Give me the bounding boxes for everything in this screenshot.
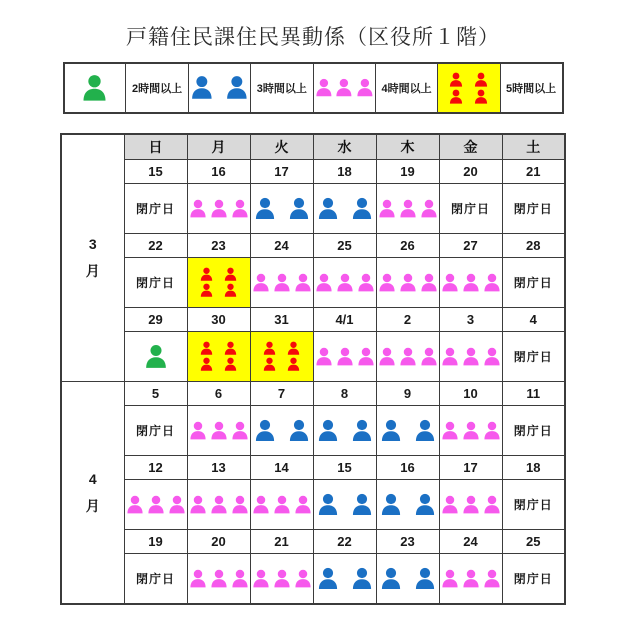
person-icon [199, 267, 214, 282]
crowd-icon-group-level-3 [314, 273, 376, 293]
closed-day-cell: 閉庁日 [502, 554, 565, 605]
person-icon [419, 347, 439, 367]
person-icon [286, 357, 301, 372]
date-cell-26: 26 [376, 234, 439, 258]
crowd-icon-group-level-3 [314, 347, 376, 367]
person-icon [253, 197, 277, 221]
wait-level-2-cell [250, 406, 313, 456]
person-icon [314, 347, 334, 367]
person-icon [482, 495, 502, 515]
closed-day-cell: 閉庁日 [439, 184, 502, 234]
icon-row [199, 357, 238, 372]
month-label: 4月 [85, 470, 100, 514]
wait-level-4-cell [250, 332, 313, 382]
crowd-icon-group-level-3 [440, 273, 502, 293]
person-icon [440, 273, 460, 293]
date-cell-10: 10 [439, 382, 502, 406]
person-icon [293, 495, 313, 515]
crowd-icon-group-level-2 [377, 419, 439, 443]
wait-level-3-cell [376, 258, 439, 308]
date-cell-2: 2 [376, 308, 439, 332]
crowd-icon-group-level-3 [125, 495, 187, 515]
person-icon [413, 493, 437, 517]
date-cell-28: 28 [502, 234, 565, 258]
wait-level-3-cell [187, 406, 250, 456]
person-icon [398, 273, 418, 293]
wait-level-2-cell [313, 406, 376, 456]
person-icon [398, 199, 418, 219]
person-icon [355, 78, 375, 98]
day-header-0: 日 [124, 134, 187, 160]
crowd-icon-group-level-2 [314, 567, 376, 591]
crowd-icon-group-level-2 [251, 419, 313, 443]
wait-level-2-cell [250, 184, 313, 234]
crowd-icon-group-level-3 [188, 199, 250, 219]
person-icon [356, 347, 376, 367]
calendar-table [60, 133, 566, 605]
closed-day-cell: 閉庁日 [502, 480, 565, 530]
crowd-icon-group-level-2 [189, 75, 250, 101]
closed-day-cell: 閉庁日 [502, 184, 565, 234]
person-icon [293, 569, 313, 589]
month-label: 3月 [85, 236, 100, 279]
date-cell-25: 25 [313, 234, 376, 258]
person-icon [482, 421, 502, 441]
crowd-icon-group-level-4 [438, 72, 499, 105]
person-icon [143, 344, 169, 370]
date-cell-27: 27 [439, 234, 502, 258]
day-header-2: 火 [250, 134, 313, 160]
wait-level-3-cell [439, 480, 502, 530]
person-icon [146, 495, 166, 515]
month-cell-april [61, 382, 124, 605]
person-icon [293, 273, 313, 293]
date-cell-23: 23 [187, 234, 250, 258]
crowd-icon-group-level-2 [314, 493, 376, 517]
person-icon [316, 419, 340, 443]
person-icon [350, 197, 374, 221]
date-cell-7: 7 [250, 382, 313, 406]
crowd-icon-group-level-3 [377, 273, 439, 293]
icon-row [448, 89, 489, 105]
crowd-icon-group-level-3 [188, 495, 250, 515]
date-cell-11: 11 [502, 382, 565, 406]
person-icon [251, 495, 271, 515]
person-icon [314, 273, 334, 293]
crowd-icon-group-level-3 [188, 569, 250, 589]
day-header-1: 月 [187, 134, 250, 160]
person-icon [262, 341, 277, 356]
crowd-icon-group-level-2 [251, 197, 313, 221]
person-icon [272, 495, 292, 515]
page-title: 戸籍住民課住民異動係（区役所１階） [126, 26, 500, 49]
date-cell-31: 31 [250, 308, 313, 332]
person-icon [167, 495, 187, 515]
person-icon [230, 495, 250, 515]
wait-level-3-cell [439, 554, 502, 605]
person-icon [335, 273, 355, 293]
crowd-icon-group-level-3 [251, 495, 313, 515]
wait-level-3-cell [250, 258, 313, 308]
wait-level-2-cell [376, 406, 439, 456]
wait-level-3-cell [313, 258, 376, 308]
person-icon [230, 199, 250, 219]
legend-row [64, 63, 563, 113]
wait-level-3-cell [187, 480, 250, 530]
icon-row [448, 72, 489, 88]
legend-icon-cell-level-1 [64, 63, 126, 113]
wait-level-3-cell [250, 554, 313, 605]
crowd-icon-group-level-3 [440, 347, 502, 367]
date-cell-4: 4 [502, 308, 565, 332]
legend-label-level-2: 3時間以上 [251, 63, 313, 113]
calendar-body [61, 134, 565, 604]
legend-icon-cell-level-3 [313, 63, 375, 113]
icon-row [199, 267, 238, 282]
person-icon [230, 569, 250, 589]
date-cell-21: 21 [250, 530, 313, 554]
closed-day-cell: 閉庁日 [502, 406, 565, 456]
date-cell-30: 30 [187, 308, 250, 332]
crowd-icon-group-level-3 [188, 421, 250, 441]
crowd-icon-group-level-3 [251, 569, 313, 589]
crowd-icon-group-level-3 [314, 78, 375, 98]
crowd-icon-group-level-2 [314, 197, 376, 221]
person-icon [199, 283, 214, 298]
wait-level-3-cell [439, 406, 502, 456]
day-header-6: 土 [502, 134, 565, 160]
crowd-icon-group-level-4 [251, 341, 313, 372]
person-icon [482, 347, 502, 367]
crowd-icon-group-level-1 [125, 344, 187, 370]
person-icon [188, 421, 208, 441]
date-cell-5: 5 [124, 382, 187, 406]
person-icon [223, 283, 238, 298]
crowd-icon-group-level-3 [440, 569, 502, 589]
person-icon [440, 495, 460, 515]
date-cell-19: 19 [376, 160, 439, 184]
date-cell-18: 18 [313, 160, 376, 184]
person-icon [448, 89, 464, 105]
person-icon [188, 199, 208, 219]
date-cell-9: 9 [376, 382, 439, 406]
legend-label-level-1: 2時間以上 [126, 63, 188, 113]
person-icon [316, 493, 340, 517]
person-icon [223, 341, 238, 356]
date-cell-20: 20 [439, 160, 502, 184]
icon-row [262, 357, 301, 372]
person-icon [262, 357, 277, 372]
wait-level-4-cell [187, 258, 250, 308]
person-icon [350, 419, 374, 443]
person-icon [440, 347, 460, 367]
person-icon [482, 273, 502, 293]
date-cell-25: 25 [502, 530, 565, 554]
person-icon [223, 267, 238, 282]
date-cell-24: 24 [250, 234, 313, 258]
person-icon [286, 341, 301, 356]
date-cell-22: 22 [313, 530, 376, 554]
person-icon [448, 72, 464, 88]
person-icon [413, 567, 437, 591]
person-icon [209, 421, 229, 441]
crowd-icon-group-level-4 [188, 267, 250, 298]
legend-label-level-3: 4時間以上 [375, 63, 437, 113]
person-icon [461, 347, 481, 367]
date-cell-16: 16 [376, 456, 439, 480]
date-cell-20: 20 [187, 530, 250, 554]
date-cell-13: 13 [187, 456, 250, 480]
date-cell-19: 19 [124, 530, 187, 554]
person-icon [314, 78, 334, 98]
date-cell-14: 14 [250, 456, 313, 480]
person-icon [413, 419, 437, 443]
person-icon [287, 197, 311, 221]
icon-row [199, 341, 238, 356]
person-icon [398, 347, 418, 367]
day-header-3: 水 [313, 134, 376, 160]
wait-level-1-cell [124, 332, 187, 382]
wait-level-3-cell [187, 184, 250, 234]
legend-icon-cell-level-4 [438, 63, 500, 113]
person-icon [272, 569, 292, 589]
crowd-icon-group-level-4 [188, 341, 250, 372]
person-icon [316, 197, 340, 221]
person-icon [199, 357, 214, 372]
person-icon [482, 569, 502, 589]
person-icon [440, 421, 460, 441]
person-icon [223, 357, 238, 372]
crowd-icon-group-level-3 [440, 421, 502, 441]
person-icon [209, 199, 229, 219]
closed-day-cell: 閉庁日 [124, 554, 187, 605]
person-icon [379, 419, 403, 443]
person-icon [377, 199, 397, 219]
wait-level-3-cell [376, 184, 439, 234]
person-icon [461, 569, 481, 589]
legend-table [63, 62, 564, 114]
person-icon [188, 569, 208, 589]
crowd-icon-group-level-3 [377, 347, 439, 367]
person-icon [251, 569, 271, 589]
crowd-icon-group-level-2 [314, 419, 376, 443]
date-cell-29: 29 [124, 308, 187, 332]
person-icon [188, 495, 208, 515]
closed-day-cell: 閉庁日 [124, 258, 187, 308]
wait-level-2-cell [313, 480, 376, 530]
person-icon [253, 419, 277, 443]
wait-level-3-cell [124, 480, 187, 530]
person-icon [189, 75, 215, 101]
person-icon [209, 495, 229, 515]
person-icon [440, 569, 460, 589]
wait-level-2-cell [313, 184, 376, 234]
wait-level-3-cell [376, 332, 439, 382]
crowd-icon-group-level-3 [440, 495, 502, 515]
date-cell-17: 17 [250, 160, 313, 184]
person-icon [377, 273, 397, 293]
month-cell-march [61, 134, 124, 382]
crowd-icon-group-level-3 [251, 273, 313, 293]
icon-row [262, 341, 301, 356]
date-cell-3: 3 [439, 308, 502, 332]
person-icon [419, 199, 439, 219]
person-icon [287, 419, 311, 443]
date-cell-15: 15 [313, 456, 376, 480]
date-cell-12: 12 [124, 456, 187, 480]
crowd-icon-group-level-3 [377, 199, 439, 219]
closed-day-cell: 閉庁日 [502, 332, 565, 382]
person-icon [316, 567, 340, 591]
person-icon [419, 273, 439, 293]
person-icon [350, 493, 374, 517]
date-cell-24: 24 [439, 530, 502, 554]
person-icon [199, 341, 214, 356]
wait-level-3-cell [439, 258, 502, 308]
wait-level-4-cell [187, 332, 250, 382]
person-icon [209, 569, 229, 589]
closed-day-cell: 閉庁日 [124, 406, 187, 456]
legend-label-level-4: 5時間以上 [500, 63, 562, 113]
date-cell-22: 22 [124, 234, 187, 258]
person-icon [473, 72, 489, 88]
person-icon [230, 421, 250, 441]
person-icon [350, 567, 374, 591]
date-cell-15: 15 [124, 160, 187, 184]
person-icon [335, 347, 355, 367]
crowd-icon-group-level-1 [65, 74, 126, 103]
date-cell-17: 17 [439, 456, 502, 480]
person-icon [251, 273, 271, 293]
person-icon [224, 75, 250, 101]
person-icon [473, 89, 489, 105]
crowd-icon-group-level-2 [377, 493, 439, 517]
person-icon [379, 567, 403, 591]
wait-level-2-cell [376, 554, 439, 605]
wait-level-2-cell [313, 554, 376, 605]
date-cell-6: 6 [187, 382, 250, 406]
person-icon [461, 421, 481, 441]
person-icon [461, 273, 481, 293]
closed-day-cell: 閉庁日 [502, 258, 565, 308]
date-cell-21: 21 [502, 160, 565, 184]
day-header-5: 金 [439, 134, 502, 160]
wait-level-3-cell [439, 332, 502, 382]
wait-level-3-cell [250, 480, 313, 530]
day-header-4: 木 [376, 134, 439, 160]
legend-icon-cell-level-2 [188, 63, 250, 113]
person-icon [272, 273, 292, 293]
date-cell-8: 8 [313, 382, 376, 406]
person-icon [461, 495, 481, 515]
person-icon [377, 347, 397, 367]
person-icon [125, 495, 145, 515]
wait-level-2-cell [376, 480, 439, 530]
date-cell-16: 16 [187, 160, 250, 184]
person-icon [334, 78, 354, 98]
wait-level-3-cell [187, 554, 250, 605]
icon-row [199, 283, 238, 298]
wait-level-3-cell [313, 332, 376, 382]
closed-day-cell: 閉庁日 [124, 184, 187, 234]
person-icon [379, 493, 403, 517]
person-icon [356, 273, 376, 293]
crowd-icon-group-level-2 [377, 567, 439, 591]
person-icon [80, 74, 109, 103]
date-cell-23: 23 [376, 530, 439, 554]
date-cell-18: 18 [502, 456, 565, 480]
date-cell-4-1: 4/1 [313, 308, 376, 332]
